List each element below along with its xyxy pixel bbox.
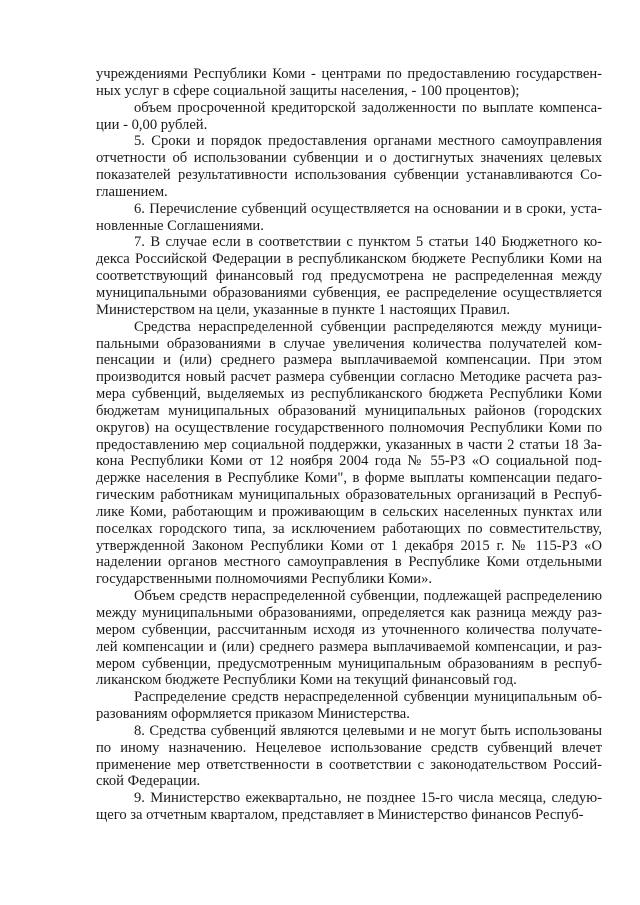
paragraph-8: 8. Средства субвенций являются целевыми и не могут быть использованы по иному назначению. Нецелевое использование средств субвенций влечет применение мер ответственности в соответствии с законодательством Россий-ской Федерации. bbox=[96, 722, 602, 790]
paragraph-1: объем просроченной кредиторской задолженности по выплате компенса-ции - 0,00 рублей. bbox=[96, 99, 602, 133]
paragraph-9: 9. Министерство ежеквартально, не позднее 15-го числа месяца, следую-щего за отчетным кварталом, представляет в Министерство финансов Респуб- bbox=[96, 790, 602, 824]
paragraph-6: Объем средств нераспределенной субвенции, подлежащей распределению между муниципальными образованиями, определяется как разница между раз-мером субвенции, рассчитанным исходя из уточненного количества получате-лей компенсации и (или) среднего размера выплачиваемой компенсации, и раз-мером субвенции, предусмотренным муниципальным образованиям в респуб-ликанском бюджете Республики Коми на текущий финансовый год. bbox=[96, 588, 602, 689]
paragraph-0: учреждениями Республики Коми - центрами по предоставлению государствен-ных услуг в сфере социальной защиты населения, - 100 процентов); bbox=[96, 66, 602, 99]
paragraph-5: Средства нераспределенной субвенции распределяются между муници-пальными образованиями в случае увеличения количества получателей ком-пенсации и (или) среднего размера выплачиваемой компенсации. При этом производится новый расчет размера субвенции согласно Методике расчета раз-мера субвенций, выделяемых из республиканского бюджета Республики Коми бюджетам муниципальных образований муниципальных районов (городских округов) на осуществление государственного полномочия Республики Коми по предоставлению мер социальной поддержки, указанных в части 2 статьи 18 За-кона Республики Коми от 12 ноября 2004 года № 55-РЗ «О социальной под-держке населения в Республике Коми", в форме выплаты компенсации педаго-гическим работникам муниципальных образовательных организаций в Респуб-лике Коми, работающим и проживающим в сельских населенных пунктах или поселках городского типа, за исключением работающих по совместительству, утвержденной Законом Республики Коми от 1 декабря 2015 г. № 115-РЗ «О наделении органов местного самоуправления в Республике Коми отдельными государственными полномочиями Республики Коми». bbox=[96, 318, 602, 588]
document-body bbox=[96, 66, 602, 824]
paragraph-7: Распределение средств нераспределенной субвенции муниципальным об-разованиям оформляется приказом Министерства. bbox=[96, 689, 602, 723]
paragraph-4: 7. В случае если в соответствии с пунктом 5 статьи 140 Бюджетного ко-декса Российской Федерации в республиканском бюджете Республики Коми на соответствующий финансовый год предусмотрена не распределенная между муниципальными образованиями субвенция, ее распределение осуществляется Министерством на цели, указанные в пункте 1 настоящих Правил. bbox=[96, 234, 602, 318]
paragraph-3: 6. Перечисление субвенций осуществляется на основании и в сроки, уста-новленные Соглашениями. bbox=[96, 200, 602, 234]
paragraph-2: 5. Сроки и порядок предоставления органами местного самоуправления отчетности об использовании субвенции и о достигнутых значениях целевых показателей результативности использования субвенции устанавливаются Со-глашением. bbox=[96, 133, 602, 200]
